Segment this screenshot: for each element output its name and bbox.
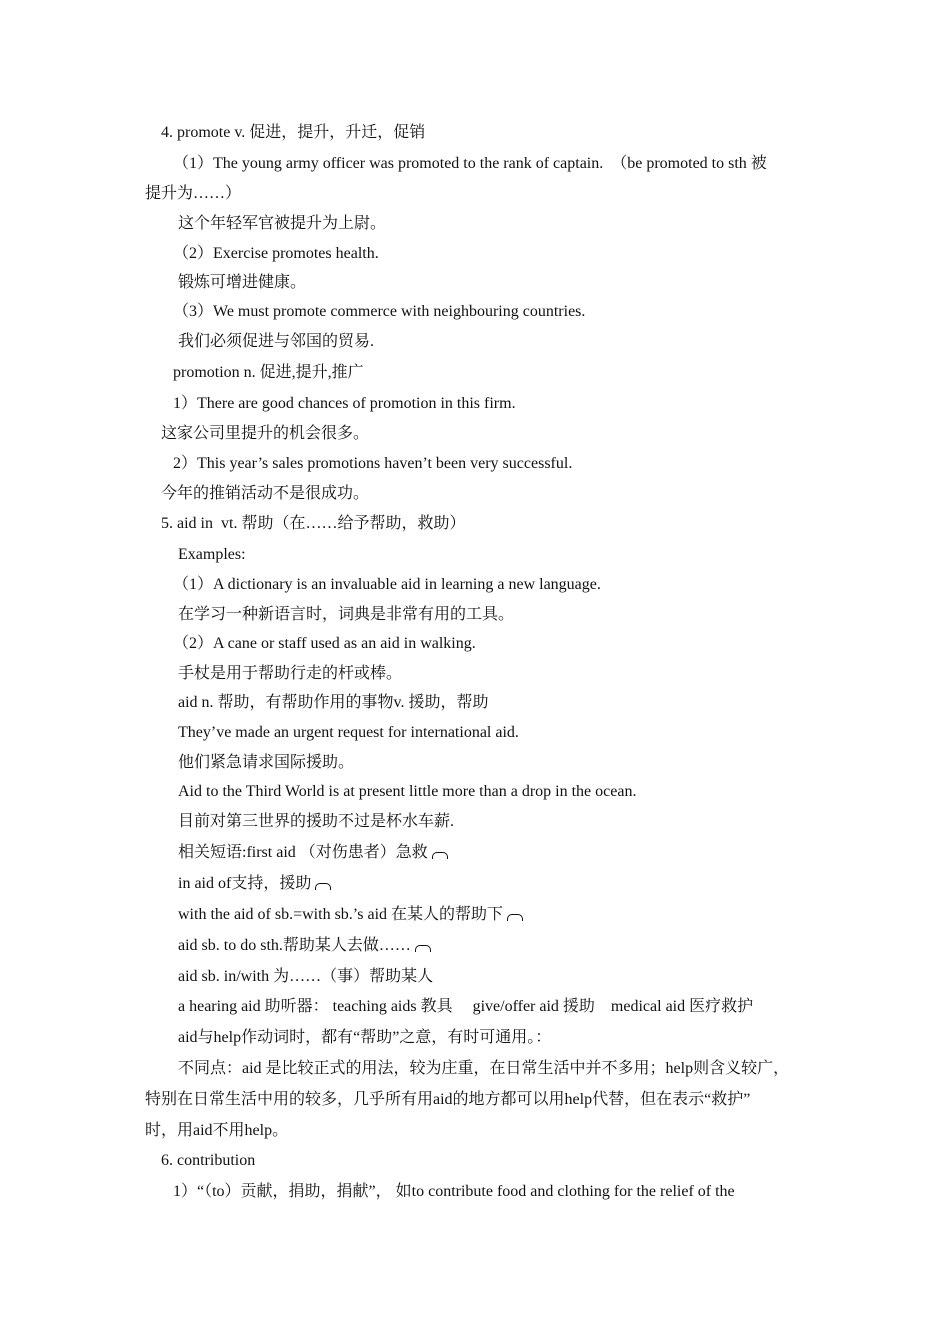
- contribution-sense-1: 1）“（to）贡献，捐助，捐献”， 如to contribute food and clothing for the relief of the: [173, 1183, 735, 1200]
- phrase-first-aid: [178, 843, 448, 863]
- translation-promote-1: 这个年轻军官被提升为上尉。: [178, 215, 387, 232]
- translation-aid-2: 手杖是用于帮助行走的杆或棒。: [178, 665, 403, 682]
- translation-aid-1: 在学习一种新语言时，词典是非常有用的工具。: [178, 606, 515, 623]
- translation-aid-4: 目前对第三世界的援助不过是杯水车薪.: [178, 813, 455, 830]
- phrase-in-aid-of-text: in aid of支持，援助: [178, 875, 312, 892]
- heading-aid-noun: aid n. 帮助，有帮助作用的事物v. 援助，帮助: [178, 694, 489, 711]
- arc-mark-icon: [315, 883, 331, 890]
- heading-promote: 4. promote v. 促进，提升，升迁，促销: [161, 124, 426, 141]
- note-difference-3: 时，用aid不用help。: [145, 1122, 289, 1139]
- translation-promotion-1: 这家公司里提升的机会很多。: [161, 425, 370, 442]
- phrase-aid-sb-to-do: [178, 936, 431, 956]
- example-promotion-2: 2）This year’s sales promotions haven’t been very successful.: [173, 455, 573, 472]
- phrase-aid-sb-in-with: aid sb. in/with 为……（事）帮助某人: [178, 968, 434, 985]
- example-aid-1: （1）A dictionary is an invaluable aid in learning a new language.: [173, 576, 601, 593]
- phrase-in-aid-of: [178, 874, 331, 894]
- example-aid-3: They’ve made an urgent request for international aid.: [178, 724, 519, 741]
- phrase-with-the-aid-of-text: with the aid of sb.=with sb.’s aid 在某人的帮助下: [178, 906, 504, 923]
- example-promotion-1: 1）There are good chances of promotion in this firm.: [173, 395, 516, 412]
- phrase-list-aids: a hearing aid 助听器： teaching aids 教具 give/offer aid 援助 medical aid 医疗救护: [178, 998, 754, 1015]
- example-promote-3: （3）We must promote commerce with neighbouring countries.: [173, 303, 586, 320]
- example-promote-1: （1）The young army officer was promoted to the rank of captain. （be promoted to sth 被: [173, 155, 767, 172]
- arc-mark-icon: [415, 945, 431, 952]
- example-aid-2: （2）A cane or staff used as an aid in walking.: [173, 635, 476, 652]
- translation-promote-2: 锻炼可增进健康。: [178, 274, 307, 291]
- translation-promote-3: 我们必须促进与邻国的贸易.: [178, 333, 375, 350]
- example-promote-1-cont: 提升为……）: [145, 185, 242, 202]
- note-difference-1: 不同点：aid 是比较正式的用法，较为庄重，在日常生活中并不多用；help则含义较广，: [178, 1060, 790, 1077]
- examples-label: Examples:: [178, 546, 246, 563]
- heading-contribution: 6. contribution: [161, 1152, 256, 1169]
- example-promote-2: （2）Exercise promotes health.: [173, 245, 379, 262]
- phrase-first-aid-text: 相关短语:first aid （对伤患者）急救: [178, 844, 428, 861]
- phrase-aid-sb-to-do-text: aid sb. to do sth.帮助某人去做……: [178, 937, 411, 954]
- heading-aid-in: 5. aid in vt. 帮助（在……给予帮助，救助）: [161, 515, 466, 532]
- arc-mark-icon: [432, 852, 448, 859]
- heading-promotion: promotion n. 促进,提升,推广: [173, 364, 364, 381]
- note-difference-2: 特别在日常生活中用的较多，几乎所有用aid的地方都可以用help代替，但在表示“救护”: [145, 1091, 751, 1108]
- example-aid-4: Aid to the Third World is at present little more than a drop in the ocean.: [178, 783, 637, 800]
- phrase-with-the-aid-of: [178, 905, 523, 925]
- arc-mark-icon: [507, 914, 523, 921]
- note-aid-vs-help: aid与help作动词时，都有“帮助”之意，有时可通用。：: [178, 1029, 552, 1046]
- translation-promotion-2: 今年的推销活动不是很成功。: [161, 485, 370, 502]
- translation-aid-3: 他们紧急请求国际援助。: [178, 754, 355, 771]
